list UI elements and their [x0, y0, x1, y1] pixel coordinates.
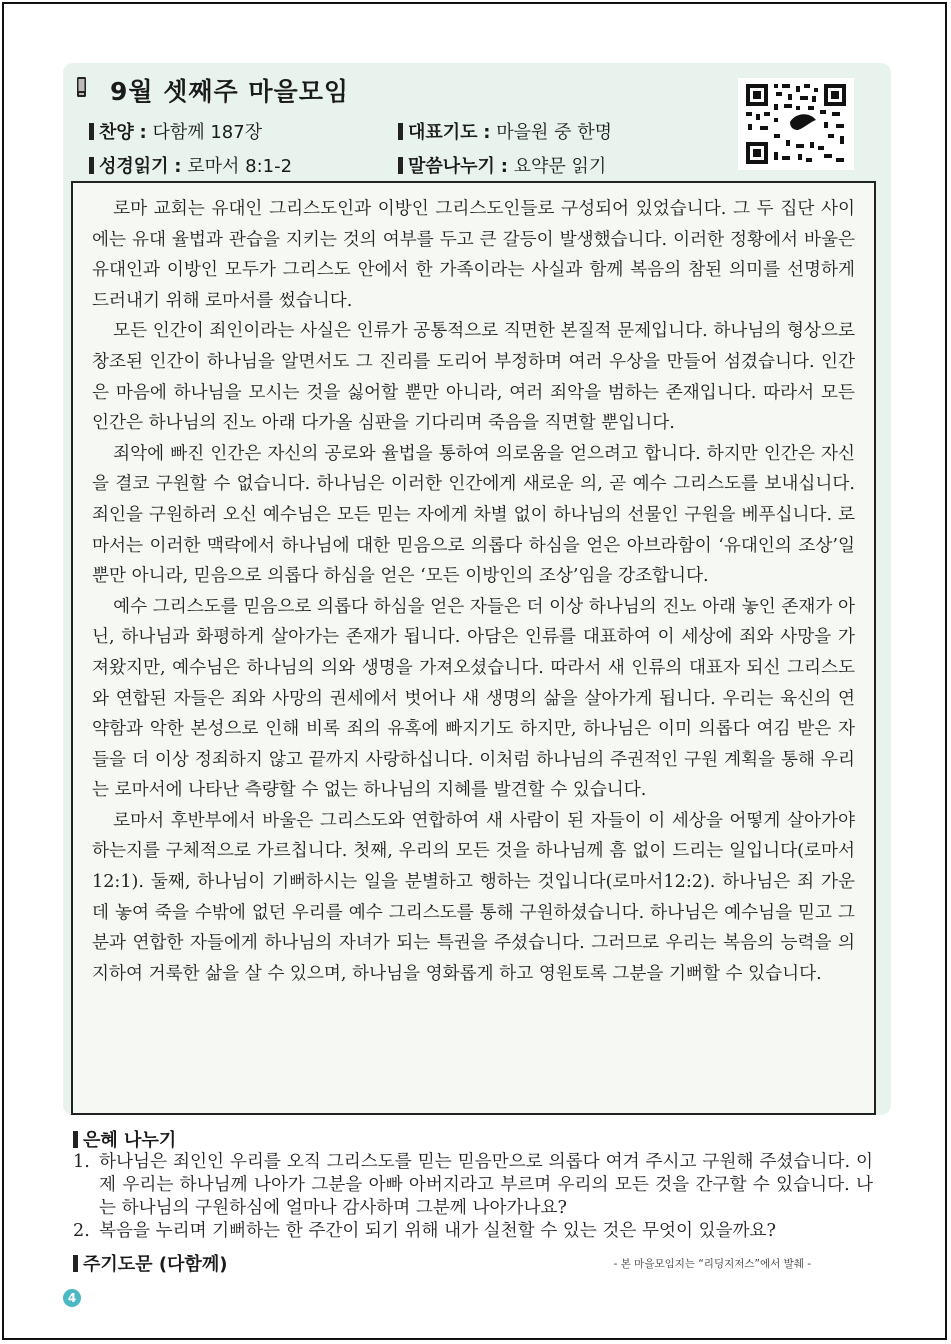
reading-row: 성경읽기 : 로마서 8:1-2 — [89, 152, 292, 178]
question-item — [73, 1220, 873, 1243]
hymn-value: 다함께 187장 — [152, 122, 263, 143]
summary-paragraph: 모든 인간이 죄인이라는 사실은 인류가 공통적으로 직면한 본질적 문제입니다. 하나님의 형상으로 창조된 인간이 하나님을 알면서도 그 진리를 도리어 부정하며 여러 우상을 만들어 섬겼습니다. 인간은 마음에 하나님을 모시는 것을 싫어할 뿐만 아니라, 여러 죄악을 범하는 존재입니다. 따라서 모든 인간은 하나님의 진노 아래 다가올 심판을 기다리며 죽음을 직면할 뿐입니다. — [92, 321, 855, 434]
prayer-value: 마을원 중 한명 — [496, 122, 613, 143]
prayer-label: 대표기도 — [408, 122, 478, 143]
phone-icon — [75, 76, 89, 98]
summary-paragraph: 로마 교회는 유대인 그리스도인과 이방인 그리스도인들로 구성되어 있었습니다. 그 두 집단 사이에는 유대 율법과 관습을 지키는 것의 여부를 두고 큰 갈등이 발생했습니다. 이러한 정황에서 바울은 유대인과 이방인 모두가 그리스도 안에서 한 가족이라는 사실과 함께 복음의 참된 의미를 선명하게 드러내기 위해 로마서를 썼습니다. — [92, 199, 855, 311]
reading-label: 성경읽기 — [99, 156, 169, 177]
sharing-value: 요약문 읽기 — [513, 156, 607, 177]
prayer-row: 대표기도 : 마을원 중 한명 — [398, 118, 612, 144]
sharing-row: 말씀나누기 : 요약문 읽기 — [398, 152, 606, 178]
question-item — [73, 1151, 873, 1220]
hymn-label: 찬양 — [99, 122, 134, 143]
qr-code[interactable] — [738, 78, 854, 170]
question-text: 하나님은 죄인인 우리를 오직 그리스도를 믿는 믿음만으로 의롭다 여겨 주시고 구원해 주셨습니다. 이제 우리는 하나님께 나아가 그분을 아빠 아버지라고 부르며 우리의 모든 것을 간구할 수 있습니다. 나는 하나님의 구원하심에 얼마나 감사하며 그분께 나아가나요? — [99, 1152, 873, 1218]
question-text: 복음을 누리며 기뻐하는 한 주간이 되기 위해 내가 실천할 수 있는 것은 무엇이 있을까요? — [99, 1221, 776, 1241]
reading-value: 로마서 8:1-2 — [187, 156, 293, 177]
hymn-row: 찬양 : 다함께 187장 — [89, 118, 262, 144]
source-note: - 본 마을모임지는 “리딩지저스”에서 발췌 - — [613, 1258, 811, 1270]
question-number: 2. — [73, 1221, 90, 1241]
summary-paragraph: 죄악에 빠진 인간은 자신의 공로와 율법을 통하여 의로움을 얻으려고 합니다. 하지만 인간은 자신을 결코 구원할 수 없습니다. 하나님은 이러한 인간에게 새로운 의, 곧 예수 그리스도를 보내십니다. 죄인을 구원하러 오신 예수님은 모든 믿는 자에게 차별 없이 하나님의 선물인 구원을 베푸십니다. 로마서는 이러한 맥락에서 하나님에 대한 믿음으로 의롭다 하심을 얻은 아브라함이 ‘유대인의 조상’일 뿐만 아니라, 믿음으로 의롭다 하심을 얻은 ‘모든 이방인의 조상’임을 강조합니다. — [92, 443, 855, 587]
page-title: 9월 셋째주 마을모임 — [110, 77, 350, 106]
closing-heading: 주기도문 (다함께) — [73, 1250, 227, 1276]
summary-paragraph: 예수 그리스도를 믿음으로 의롭다 하심을 얻은 자들은 더 이상 하나님의 진노 아래 놓인 존재가 아닌, 하나님과 화평하게 살아가는 존재가 됩니다. 아담은 인류를 대표하여 이 세상에 죄와 사망을 가져왔지만, 예수님은 하나님의 의와 생명을 가져오셨습니다. 따라서 새 인류의 대표자 되신 그리스도와 연합된 자들은 죄와 사망의 권세에서 벗어나 새 생명의 삶을 살아가게 됩니다. 우리는 육신의 연약함과 악한 본성으로 인해 비록 죄의 유혹에 빠지기도 하지만, 하나님은 이미 의롭다 여김 받은 자들을 더 이상 정죄하지 않고 끝까지 사랑하십니다. 이처럼 하나님의 주권적인 구원 계획을 통해 우리는 로마서에 나타난 측량할 수 없는 하나님의 지혜를 발견할 수 있습니다. — [92, 596, 855, 801]
sharing-label: 말씀나누기 — [408, 156, 495, 177]
question-list — [73, 1151, 873, 1243]
summary-paragraph: 로마서 후반부에서 바울은 그리스도와 연합하여 새 사람이 된 자들이 이 세상을 어떻게 살아가야 하는지를 구체적으로 가르칩니다. 첫째, 우리의 모든 것을 하나님께 흠 없이 드리는 일입니다(로마서 12:1). 둘째, 하나님이 기뻐하시는 일을 분별하고 행하는 것입니다(로마서12:2). 하나님은 죄 가운데 놓여 죽을 수밖에 없던 우리를 예수 그리스도를 통해 구원하셨습니다. 하나님은 예수님을 믿고 그분과 연합한 자들에게 하나님의 자녀가 되는 특권을 주셨습니다. 그러므로 우리는 복음의 능력을 의지하여 거룩한 삶을 살 수 있으며, 하나님을 영화롭게 하고 영원토록 그분을 기뻐할 수 있습니다. — [92, 810, 855, 984]
question-number: 1. — [73, 1152, 90, 1172]
sharing-heading: 은혜 나누기 — [73, 1126, 176, 1152]
summary-text — [92, 194, 855, 989]
page-number: 4 — [63, 1289, 81, 1307]
